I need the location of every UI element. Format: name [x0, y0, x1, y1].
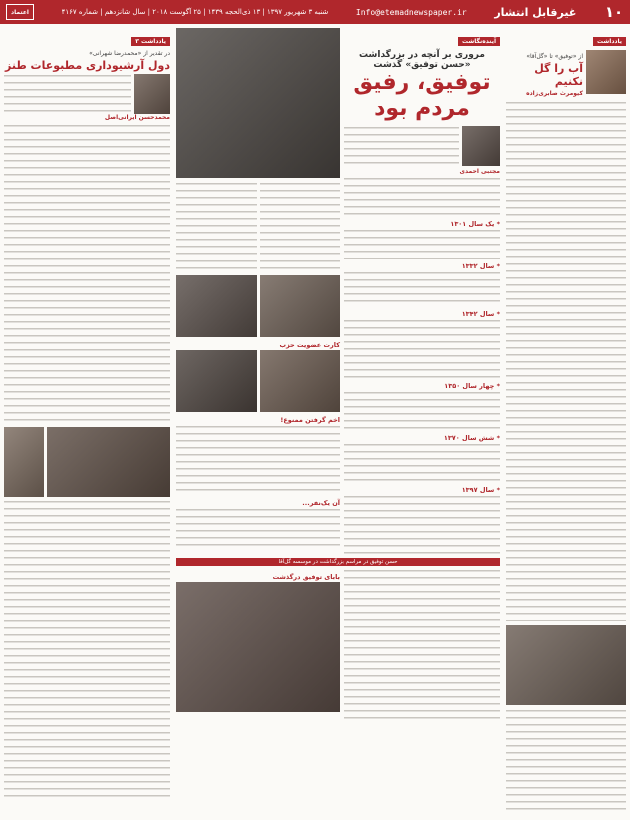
left-column: [4, 28, 170, 814]
speaker-photo: [260, 350, 341, 412]
speaker-photo: [176, 275, 257, 337]
author-photo: [586, 50, 626, 94]
newspaper-logo: اعتماد: [6, 4, 34, 20]
email-address[interactable]: Info@etemadnewspaper.ir: [355, 7, 467, 17]
ceremony-photo: [176, 582, 340, 712]
right-column: [506, 28, 626, 814]
article-body: [506, 101, 626, 621]
article-kicker: در تقدیر از «محمدرضا شهرانی»: [89, 50, 170, 57]
section-title: غیرقابل انتشار: [494, 5, 577, 19]
award-photo: [47, 427, 170, 497]
author-photo: [134, 74, 170, 114]
author-name: محمدحسن ایرانی‌اصل: [104, 114, 170, 121]
year-heading: * شش سال ۱۳۷۰: [443, 434, 500, 442]
author-name: کیومرث صابری‌زاده: [526, 90, 583, 97]
speaker-photo: [176, 350, 257, 412]
sub-heading: اخم گرفتن ممنوع!: [280, 416, 340, 424]
page-number: ۱۰: [604, 3, 624, 21]
author-name: مجتبی احمدی: [459, 168, 500, 175]
sub-heading: بابای توفیق درگذشت: [272, 573, 340, 581]
year-heading: * سال ۱۳۳۲: [461, 262, 500, 270]
date-line: شنبه ۳ شهریور ۱۳۹۷ | ۱۳ ذی‌الحجه ۱۴۳۹ | ۲۵ آگوست ۲۰۱۸ | سال شانزدهم | شماره ۴۱۶۷: [61, 8, 329, 16]
year-heading: * چهار سال ۱۳۵۰: [444, 382, 500, 390]
middle-column: [176, 28, 500, 814]
main-headline: توفیق، رفیق مردم بود: [353, 70, 491, 121]
photo-caption: حسن توفیق در مراسم بزرگداشت در موسسه گل‌آقا: [176, 558, 500, 566]
article-headline: آب را گل نکنیم: [534, 62, 583, 88]
portrait-photo: [4, 427, 44, 497]
speaker-photo: [260, 275, 341, 337]
intro-text: [344, 126, 459, 166]
section-tag: آینده‌نگاشت: [458, 37, 500, 46]
page-header: [0, 0, 630, 24]
sub-heading: کارت عضویت حزب: [279, 341, 340, 349]
article-headline: دول آرشیوداری مطبوعات طنز: [5, 59, 170, 72]
crowd-photo: [506, 625, 626, 705]
section-tag: یادداشت: [593, 37, 626, 46]
year-heading: * سال ۱۳۹۷: [461, 486, 500, 494]
sub-heading: آن یک‌نفر...: [302, 499, 340, 507]
year-heading: * سال ۱۳۴۲: [461, 310, 500, 318]
article-kicker: از «توفیق» تا «گل‌آقا»: [526, 53, 583, 60]
main-kicker: مروری بر آنچه در بزرگداشت «حسن توفیق» گذشت: [359, 50, 485, 70]
main-photo-tofigh: [176, 28, 340, 178]
author-photo: [462, 126, 500, 166]
year-heading: * یک سال ۱۳۰۱: [450, 220, 500, 228]
article-body-2: [506, 709, 626, 814]
section-tag: یادداشت ۳: [131, 37, 170, 46]
